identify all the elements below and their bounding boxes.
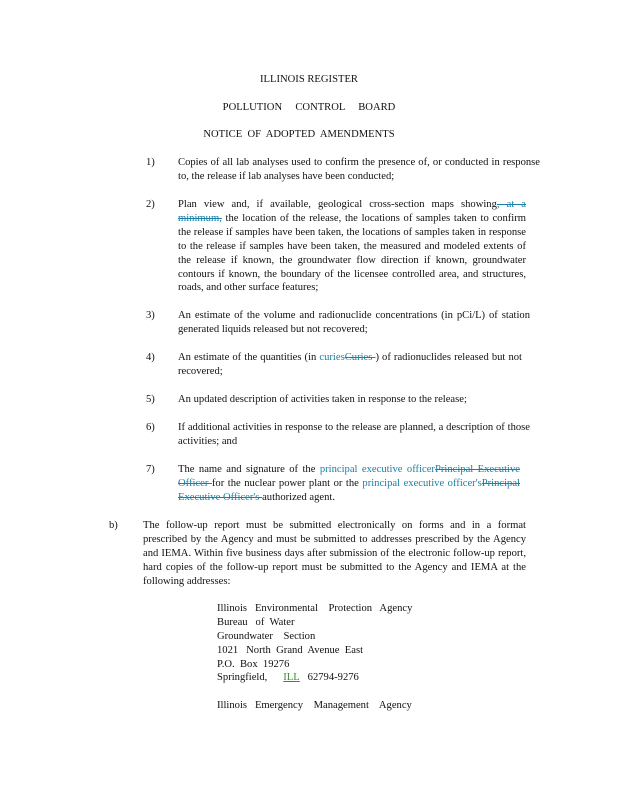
deleted-text: Principal Executive Officer's	[178, 477, 520, 503]
address-line: Illinois Environmental Protection Agency	[217, 603, 413, 614]
inserted-text: curies	[319, 352, 345, 363]
item-number: 2)	[146, 199, 155, 210]
item-number: 5)	[146, 394, 155, 405]
item-number: 3)	[146, 310, 155, 321]
item-text: An estimate of the volume and radionuclide concentrations (in pCi/L) of station generated liquids released but not recovered;	[178, 310, 530, 335]
deleted-text: Curies	[344, 352, 376, 363]
item-number: 4)	[146, 352, 155, 363]
item-text: If additional activities in response to the release are planned, a description of those activities; and	[178, 422, 530, 447]
state-abbrev: ILL	[283, 672, 300, 684]
item-text: An updated description of activities taken in response to the release;	[178, 394, 467, 405]
deleted-text: Principal Executive Officer	[178, 464, 520, 489]
item-text: Plan view and, if available, geological cross-section maps showing, at a minimum, the location of the release, the locations of samples taken to confirm the release if samples have been taken, the locations of samples taken in response to the release if samples have been taken, the measured and modeled extents of the release if known, the groundwater flow direction if known, groundwater contours if known, the boundary of the licensee controlled area, and structures, roads, and other surface features;	[178, 199, 527, 294]
item-text: An estimate of the quantities (in curiesCuries ) of radionuclides released but not recovered;	[178, 352, 522, 377]
inserted-text: principal executive officer	[319, 464, 435, 475]
item-text: The name and signature of the principal executive officerPrincipal Executive Officer for the nuclear power plant or the principal executive officer'sPrincipal Executive Officer's authorized agent.	[178, 464, 520, 503]
notice-title: NOTICE OF ADOPTED AMENDMENTS	[203, 129, 395, 140]
item-number: 1)	[146, 157, 155, 168]
subsection-text: The follow-up report must be submitted electronically on forms and in a format prescribed by the Agency and must be submitted to addresses prescribed by the Agency and IEMA. Within five business days after submission of the electronic follow-up report, hard copies of the follow-up report must be submitted to the Agency and IEMA at the following addresses:	[143, 520, 526, 587]
item-number: 7)	[146, 464, 155, 475]
register-title: ILLINOIS REGISTER	[260, 74, 358, 85]
inserted-text: principal executive officer's	[362, 477, 482, 489]
address-line: Bureau of Water	[217, 616, 295, 628]
address-line: 1021 North Grand Avenue East	[217, 644, 364, 656]
address-line: P.O. Box 19276	[217, 658, 290, 670]
item-number: 6)	[146, 422, 155, 433]
address-city-line: Springfield, ILL 62794-9276	[217, 672, 359, 684]
iema-address-line: Illinois Emergency Management Agency	[217, 700, 412, 711]
item-text: Copies of all lab analyses used to confirm the presence of, or conducted in response to, the release if lab analyses have been conducted;	[178, 157, 540, 182]
board-name: POLLUTION CONTROL BOARD	[222, 102, 396, 113]
address-line: Groundwater Section	[217, 630, 316, 642]
subsection-number: b)	[109, 520, 118, 531]
agency-address	[217, 602, 412, 685]
deleted-text: , at a minimum,	[178, 199, 527, 224]
